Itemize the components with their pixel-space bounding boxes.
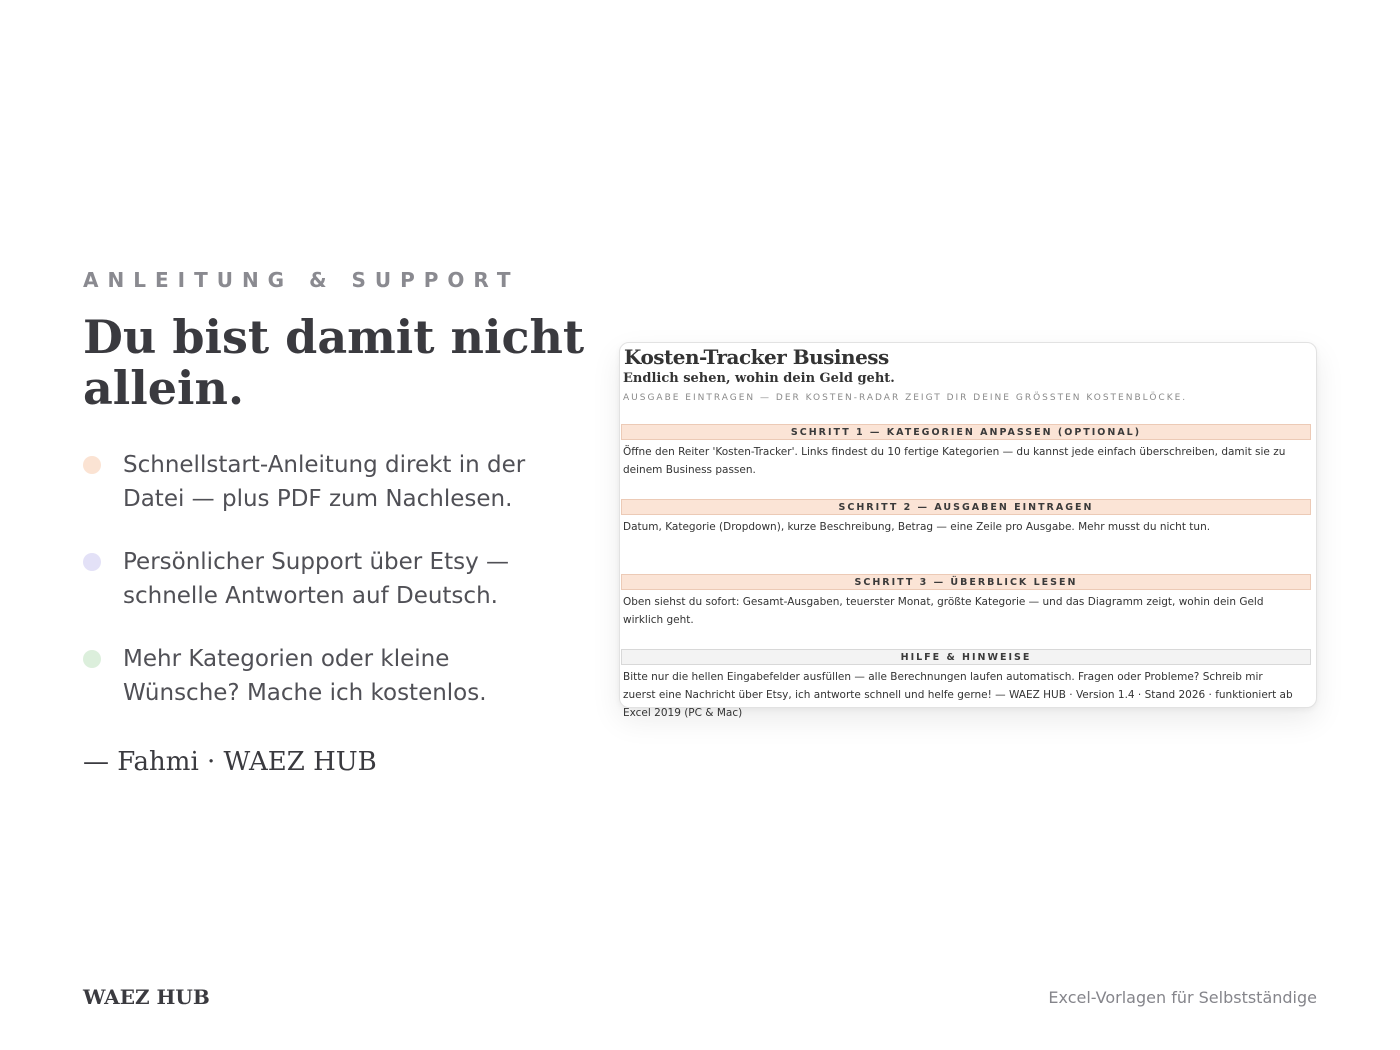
feature-list: [83, 448, 563, 739]
page-title: Du bist damit nicht allein.: [83, 310, 585, 415]
step-2-body: Datum, Kategorie (Dropdown), kurze Beschreibung, Betrag — eine Zeile pro Ausgabe. Mehr musst du nicht tun.: [623, 521, 1211, 533]
list-item-text: Mehr Kategorien oder kleine Wünsche? Mache ich kostenlos.: [123, 646, 487, 706]
sheet-caption: AUSGABE EINTRAGEN — DER KOSTEN-RADAR ZEIGT DIR DEINE GRÖSSTEN KOSTENBLÖCKE.: [623, 393, 1188, 403]
step-2-heading: SCHRITT 2 — AUSGABEN EINTRAGEN: [621, 499, 1311, 515]
bullet-dot-icon: [83, 553, 101, 571]
step-1-body: Öffne den Reiter 'Kosten-Tracker'. Links findest du 10 fertige Kategorien — du kannst jede einfach überschreiben, damit sie zu deinem Business passen.: [623, 446, 1286, 476]
list-item-text: Schnellstart-Anleitung direkt in der Datei — plus PDF zum Nachlesen.: [123, 452, 526, 512]
step-1-heading: SCHRITT 1 — KATEGORIEN ANPASSEN (OPTIONAL): [621, 424, 1311, 440]
bullet-dot-icon: [83, 650, 101, 668]
bullet-dot-icon: [83, 456, 101, 474]
footer-tagline: Excel-Vorlagen für Selbstständige: [1048, 988, 1317, 1007]
step-3-body: Oben siehst du sofort: Gesamt-Ausgaben, teuerster Monat, größte Kategorie — und das Diagramm zeigt, wohin dein Geld wirklich geht.: [623, 596, 1264, 626]
sheet-title: Kosten-Tracker Business: [624, 345, 889, 369]
list-item-text: Persönlicher Support über Etsy — schnelle Antworten auf Deutsch.: [123, 549, 509, 609]
help-heading: HILFE & HINWEISE: [621, 649, 1311, 665]
spreadsheet-preview: [619, 342, 1317, 719]
step-3-heading: SCHRITT 3 — ÜBERBLICK LESEN: [621, 574, 1311, 590]
list-item: [83, 642, 563, 710]
section-eyebrow: ANLEITUNG & SUPPORT: [83, 268, 520, 292]
help-body: Bitte nur die hellen Eingabefelder ausfüllen — alle Berechnungen laufen automatisch. Fragen oder Probleme? Schreib mir zuerst eine Nachricht über Etsy, ich antworte schnell und helfe gerne! — WAEZ HUB · Version 1.4 · Stand 2026 · funktioniert ab Excel 2019 (PC & Mac): [623, 671, 1293, 719]
list-item: [83, 545, 563, 613]
list-item: [83, 448, 563, 516]
footer-brand: WAEZ HUB: [83, 985, 210, 1009]
sheet-subtitle: Endlich sehen, wohin dein Geld geht.: [623, 371, 895, 386]
signature: — Fahmi · WAEZ HUB: [83, 747, 377, 777]
